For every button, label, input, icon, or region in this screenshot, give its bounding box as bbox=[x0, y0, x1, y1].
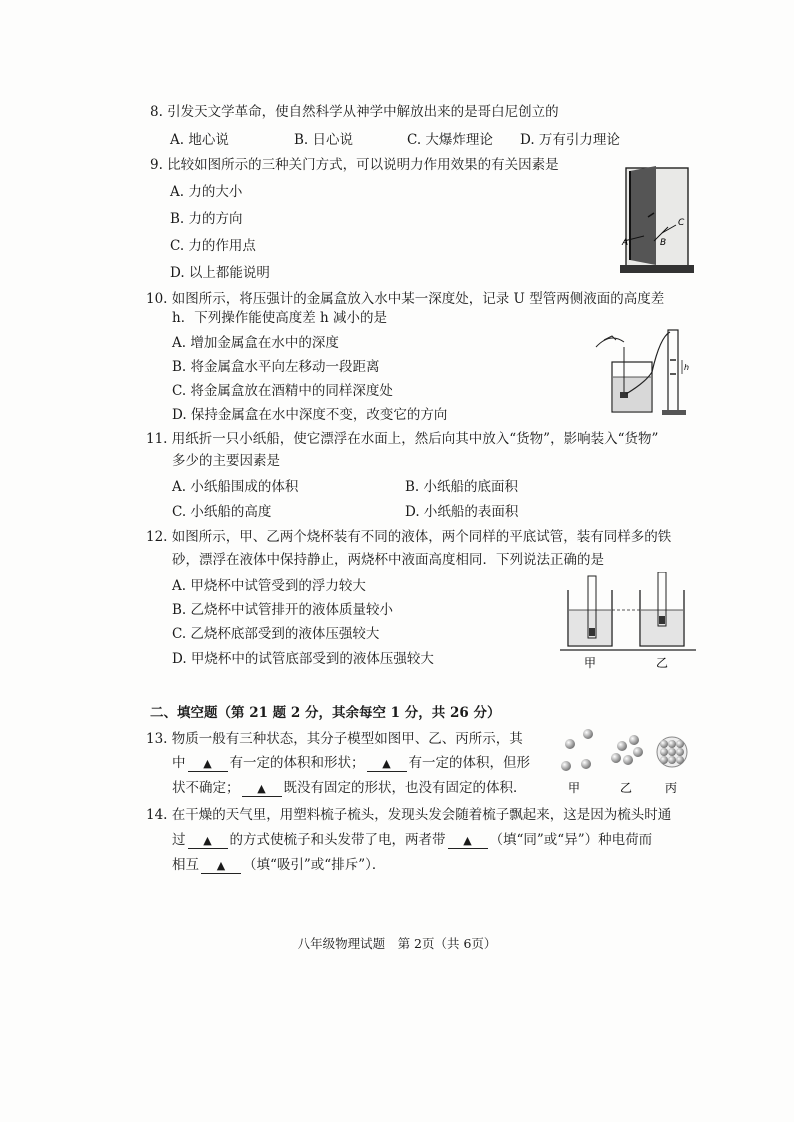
q13-line3 bbox=[172, 779, 527, 797]
q13-fig-label-jia: 甲 bbox=[568, 781, 581, 795]
q14-line3 bbox=[172, 856, 385, 874]
q12-stem-line1: 12. 如图所示，甲、乙两个烧杯装有不同的液体，两个同样的平底试管，装有同样多的铁 bbox=[146, 529, 672, 545]
q12-stem-line2: 砂，漂浮在液体中保持静止，两烧杯中液面高度相同．下列说法正确的是 bbox=[172, 552, 604, 568]
q12-option-c: C. 乙烧杯底部受到的液体压强较大 bbox=[172, 626, 380, 642]
q12-fig-label-yi: 乙 bbox=[656, 656, 669, 670]
q10-option-c: C. 将金属盒放在酒精中的同样深度处 bbox=[172, 383, 393, 399]
q13-text-2a: 中 bbox=[172, 755, 186, 771]
q14-text-2c: （填“同”或“异”）种电荷而 bbox=[489, 832, 653, 848]
q11-option-b: B. 小纸船的底面积 bbox=[405, 479, 519, 495]
q10-stem-line1: 10. 如图所示，将压强计的金属盒放入水中某一深度处，记录 U 型管两侧液面的高度差 bbox=[146, 291, 665, 307]
q11-option-d: D. 小纸船的表面积 bbox=[405, 504, 519, 520]
q11-option-c: C. 小纸船的高度 bbox=[172, 504, 272, 520]
q13-fig-label-yi: 乙 bbox=[620, 781, 633, 795]
q14-blank-3: ▲ bbox=[201, 859, 241, 874]
q10-option-a: A. 增加金属盒在水中的深度 bbox=[172, 335, 339, 351]
q13-line2 bbox=[172, 754, 530, 772]
page-footer: 八年级物理试题 第 2页（共 6页） bbox=[297, 936, 497, 951]
q10-fig-label-h: h bbox=[684, 363, 690, 372]
door-figure bbox=[618, 163, 696, 275]
q13-text-2c: 有一定的体积，但形 bbox=[408, 755, 530, 771]
q13-text-3b: 既没有固定的形状，也没有固定的体积． bbox=[283, 780, 527, 796]
q14-text-2a: 过 bbox=[172, 832, 186, 848]
q10-stem-line2: h．下列操作能使高度差 h 减小的是 bbox=[172, 310, 387, 326]
q11-stem-line1: 11. 用纸折一只小纸船，使它漂浮在水面上，然后向其中放入“货物”，影响装入“货物” bbox=[146, 431, 659, 447]
q9-option-c: C. 力的作用点 bbox=[170, 238, 256, 254]
q11-option-a: A. 小纸船围成的体积 bbox=[172, 479, 299, 495]
q12-option-d: D. 甲烧杯中的试管底部受到的液体压强较大 bbox=[172, 651, 434, 667]
q9-fig-label-a: A bbox=[622, 238, 629, 248]
q13-blank-2: ▲ bbox=[367, 757, 407, 772]
molecule-model-figure bbox=[560, 724, 700, 798]
q8-option-d: D. 万有引力理论 bbox=[520, 132, 620, 148]
q8-stem: 8. 引发天文学革命，使自然科学从神学中解放出来的是哥白尼创立的 bbox=[150, 104, 559, 120]
q13-fig-label-bing: 丙 bbox=[665, 781, 678, 795]
q14-blank-2: ▲ bbox=[448, 834, 488, 849]
section-heading: 二、填空题（第 21 题 2 分，其余每空 1 分，共 26 分） bbox=[150, 705, 501, 721]
q14-text-3a: 相互 bbox=[172, 857, 199, 873]
q9-stem: 9. 比较如图所示的三种关门方式，可以说明力作用效果的有关因素是 bbox=[150, 157, 559, 173]
pressure-gauge-figure bbox=[590, 322, 694, 418]
q9-option-a: A. 力的大小 bbox=[170, 184, 243, 200]
q13-blank-1: ▲ bbox=[188, 757, 228, 772]
q14-line1: 14. 在干燥的天气里，用塑料梳子梳头，发现头发会随着梳子飘起来，这是因为梳头时通 bbox=[146, 807, 672, 823]
q12-fig-label-jia: 甲 bbox=[584, 656, 597, 670]
q8-option-c: C. 大爆炸理论 bbox=[407, 132, 493, 148]
beakers-figure bbox=[560, 572, 696, 670]
q9-option-d: D. 以上都能说明 bbox=[170, 265, 270, 281]
q13-blank-3: ▲ bbox=[242, 782, 282, 797]
q8-option-a: A. 地心说 bbox=[170, 132, 229, 148]
q14-blank-1: ▲ bbox=[188, 834, 228, 849]
q13-text-3a: 状不确定； bbox=[172, 780, 240, 796]
q8-option-b: B. 日心说 bbox=[294, 132, 354, 148]
q14-line2 bbox=[172, 831, 652, 849]
q12-option-a: A. 甲烧杯中试管受到的浮力较大 bbox=[172, 578, 366, 594]
q14-text-2b: 的方式使梳子和头发带了电，两者带 bbox=[229, 832, 446, 848]
q12-option-b: B. 乙烧杯中试管排开的液体质量较小 bbox=[172, 602, 394, 618]
q13-text-2b: 有一定的体积和形状； bbox=[229, 755, 365, 771]
q9-option-b: B. 力的方向 bbox=[170, 211, 243, 227]
q9-fig-label-c: C bbox=[678, 218, 685, 228]
q9-fig-label-b: B bbox=[660, 238, 667, 248]
q10-option-d: D. 保持金属盒在水中深度不变，改变它的方向 bbox=[172, 407, 448, 423]
q14-text-3b: （填“吸引”或“排斥”）． bbox=[243, 857, 386, 873]
q13-line1: 13. 物质一般有三种状态，其分子模型如图甲、乙、丙所示，其 bbox=[146, 731, 523, 747]
q10-option-b: B. 将金属盒水平向左移动一段距离 bbox=[172, 359, 380, 375]
q11-stem-line2: 多少的主要因素是 bbox=[172, 453, 280, 469]
